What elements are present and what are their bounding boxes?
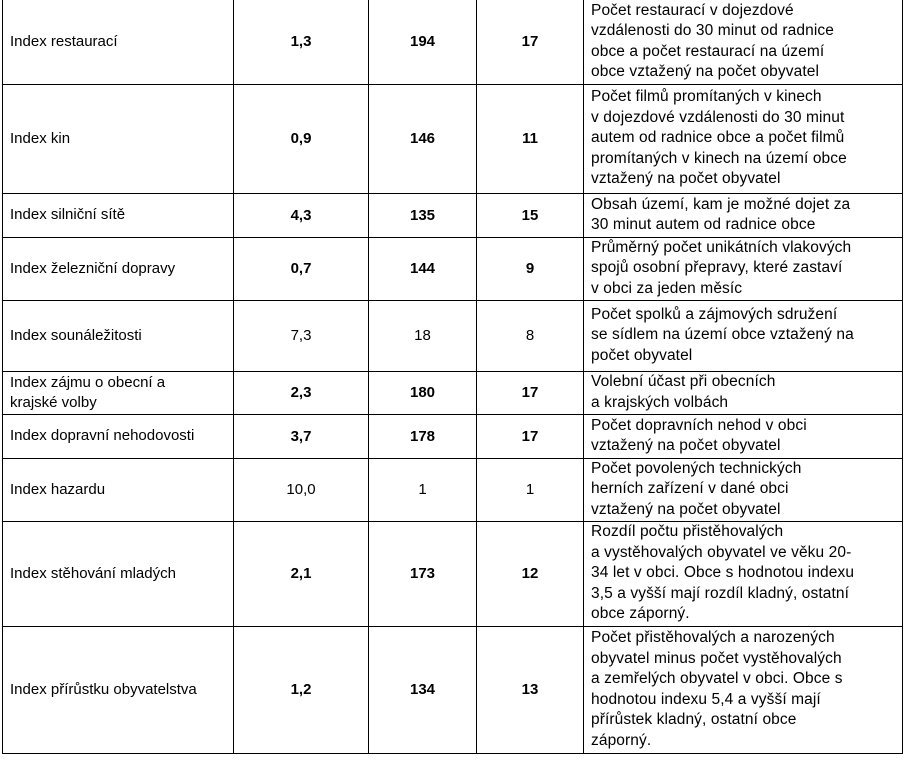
table-row — [3, 300, 903, 371]
index-description: Počet povolených technických herních zařízení v dané obci vztažený na počet obyvatel — [591, 459, 802, 518]
rank-region-cell: 17 — [477, 371, 584, 414]
rank-region-cell: 12 — [477, 521, 584, 626]
table-row — [3, 371, 903, 414]
table-row — [3, 414, 903, 458]
table-row — [3, 458, 903, 521]
index-description: Obsah území, kam je možné dojet za 30 minut autem od radnice obce — [591, 195, 851, 233]
description-cell — [584, 414, 903, 458]
index-name-cell — [3, 84, 234, 193]
score-cell: 4,3 — [234, 193, 369, 237]
rank-region-cell: 1 — [477, 458, 584, 521]
score-cell: 1,3 — [234, 0, 369, 84]
index-name: Index silniční sítě — [10, 206, 126, 223]
score-cell: 2,1 — [234, 521, 369, 626]
description-cell — [584, 458, 903, 521]
score-cell: 7,3 — [234, 300, 369, 371]
index-name-cell — [3, 458, 234, 521]
index-name: Index restaurací — [10, 32, 118, 50]
rank-cell: 134 — [369, 626, 477, 753]
table-row — [3, 84, 903, 193]
index-table — [2, 0, 903, 754]
index-name-cell — [3, 414, 234, 458]
rank-cell: 173 — [369, 521, 477, 626]
description-cell — [584, 193, 903, 237]
index-name: Index dopravní nehodovosti — [10, 427, 195, 444]
index-description: Průměrný počet unikátních vlakových spojů osobní přepravy, které zastaví v obci za jeden měsíc — [591, 238, 852, 297]
index-description: Volební účast při obecních a krajských volbách — [591, 373, 776, 411]
index-description: Počet spolků a zájmových sdružení se sídlem na území obce vztažený na počet obyvatel — [591, 305, 854, 364]
rank-cell: 194 — [369, 0, 477, 84]
score-cell: 0,9 — [234, 84, 369, 193]
score-cell: 10,0 — [234, 458, 369, 521]
table-row — [3, 237, 903, 300]
index-description: Počet filmů promítaných v kinech v dojezdové vzdálenosti do 30 minut autem od radnice obce a počet filmů promítaných v kinech na území obce vztažený na počet obyvatel — [591, 88, 847, 188]
description-cell — [584, 84, 903, 193]
index-name: Index stěhování mladých — [10, 564, 176, 582]
index-name: Index přírůstku obyvatelstva — [10, 680, 197, 698]
rank-cell: 135 — [369, 193, 477, 237]
rank-region-cell: 17 — [477, 414, 584, 458]
table-row — [3, 521, 903, 626]
table-row — [3, 193, 903, 237]
rank-region-cell: 9 — [477, 237, 584, 300]
index-description: Rozdíl počtu přistěhovalých a vystěhovalých obyvatel ve věku 20- 34 let v obci. Obce s hodnotou indexu 3,5 a vyšší mají rozdíl kladný, ostatní obce záporný. — [591, 523, 855, 623]
description-cell — [584, 0, 903, 84]
score-cell: 1,2 — [234, 626, 369, 753]
table-row — [3, 0, 903, 84]
index-name-cell — [3, 237, 234, 300]
index-name: Index zájmu o obecní a krajské volby — [10, 373, 166, 411]
rank-region-cell: 11 — [477, 84, 584, 193]
index-name-cell — [3, 626, 234, 753]
index-description: Počet restaurací v dojezdové vzdálenosti do 30 minut od radnice obce a počet restaurací na území obce vztažený na počet obyvatel — [591, 1, 834, 81]
score-cell: 3,7 — [234, 414, 369, 458]
description-cell — [584, 300, 903, 371]
score-cell: 2,3 — [234, 371, 369, 414]
table-body — [3, 0, 903, 753]
description-cell — [584, 521, 903, 626]
description-cell — [584, 626, 903, 753]
rank-cell: 146 — [369, 84, 477, 193]
index-name: Index železniční dopravy — [10, 259, 176, 277]
rank-cell: 180 — [369, 371, 477, 414]
index-description: Počet přistěhovalých a narozených obyvatel minus počet vystěhovalých a zemřelých obyvatel v obci. Obce s hodnotou indexu 5,4 a vyšší mají přírůstek kladný, ostatní obce záporný. — [591, 629, 843, 749]
description-cell — [584, 237, 903, 300]
rank-region-cell: 8 — [477, 300, 584, 371]
table-row — [3, 626, 903, 753]
index-name-cell — [3, 300, 234, 371]
rank-cell: 1 — [369, 458, 477, 521]
index-name-cell — [3, 193, 234, 237]
rank-region-cell: 15 — [477, 193, 584, 237]
index-name-cell — [3, 0, 234, 84]
rank-region-cell: 13 — [477, 626, 584, 753]
description-cell — [584, 371, 903, 414]
rank-cell: 18 — [369, 300, 477, 371]
score-cell: 0,7 — [234, 237, 369, 300]
index-name: Index kin — [10, 129, 71, 147]
rank-cell: 178 — [369, 414, 477, 458]
index-name-cell — [3, 371, 234, 414]
index-name-cell — [3, 521, 234, 626]
rank-cell: 144 — [369, 237, 477, 300]
index-name: Index hazardu — [10, 480, 106, 498]
index-name: Index sounáležitosti — [10, 326, 142, 344]
rank-region-cell: 17 — [477, 0, 584, 84]
index-description: Počet dopravních nehod v obci vztažený na počet obyvatel — [591, 416, 807, 454]
